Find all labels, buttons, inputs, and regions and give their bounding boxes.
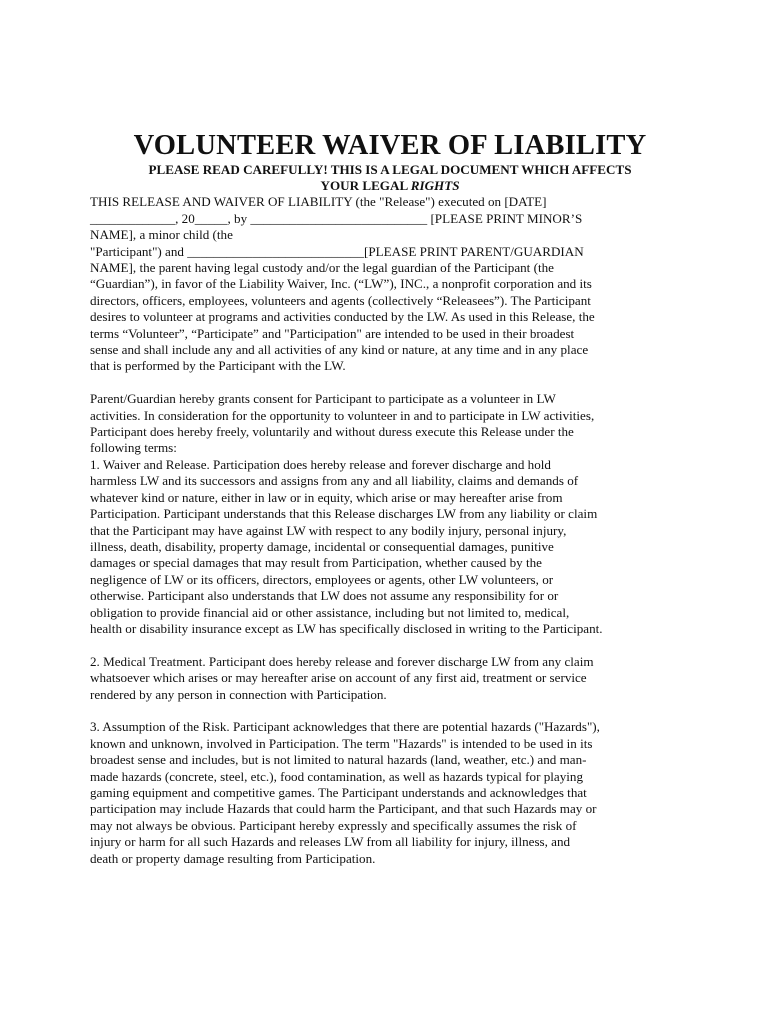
subtitle-line-2	[90, 178, 690, 194]
intro-paragraph: THIS RELEASE AND WAIVER OF LIABILITY (the "Release") executed on [DATE] _____________, 20_____, by ___________________________ [PLEASE PRINT MINOR’S NAME], a minor child (the "Participant") and ___________________________[PLEASE PRINT PARENT/GUARDIAN NAME], the parent having legal custody and/or the legal guardian of the Participant (the “Guardian”), in favor of the Liability Waiver, Inc. (“LW”), INC., a nonprofit corporation and its directors, officers, employees, volunteers and agents (collectively “Releasees”). The Participant desires to volunteer at programs and activities conducted by the LW. As used in this Release, the terms “Volunteer”, “Participate” and "Participation" are intended to be used in their broadest sense and shall include any and all activities of any kind or nature, at any time and in any place that is performed by the Participant with the LW.	[90, 194, 595, 374]
document-body	[90, 130, 690, 867]
assumption-of-risk-paragraph: 3. Assumption of the Risk. Participant acknowledges that there are potential hazards ("Hazards"), known and unknown, involved in Participation. The term "Hazards" is intended to be used in its broadest sense and includes, but is not limited to natural hazards (land, weather, etc.) and man- made hazards (concrete, steel, etc.), food contamination, as well as hazards typical for playing gaming equipment and competitive games. The Participant understands and acknowledges that participation may include Hazards that could harm the Participant, and that such Hazards may or may not always be obvious. Participant hereby expressly and specifically assumes the risk of injury or harm for all such Hazards and releases LW from all liability for injury, illness, and death or property damage resulting from Participation.	[90, 719, 600, 866]
paragraph-spacer	[90, 637, 690, 653]
consent-paragraph: Parent/Guardian hereby grants consent for Participant to participate as a volunteer in LW activities. In consideration for the opportunity to volunteer in and to participate in LW activities, Participant does hereby freely, voluntarily and without duress execute this Release under the following terms: 1. Waiver and Release. Participation does hereby release and forever discharge and hold harmless LW and its successors and assigns from any and all liability, claims and demands of whatever kind or nature, either in law or in equity, which arise or may hereafter arise from Participation. Participant understands that this Release discharges LW from any liability or claim that the Participant may have against LW with respect to any bodily injury, personal injury, illness, death, disability, property damage, incidental or consequential damages, punitive damages or special damages that may result from Participation, whether caused by the negligence of LW or its officers, directors, employees or agents, other LW volunteers, or otherwise. Participant also understands that LW does not assume any responsibility for or obligation to provide financial aid or other assistance, including but not limited to, medical, health or disability insurance except as LW has specifically disclosed in writing to the Participant.	[90, 391, 603, 636]
medical-treatment-paragraph: 2. Medical Treatment. Participant does hereby release and forever discharge LW from any claim whatsoever which arises or may hereafter arise on account of any first aid, treatment or service rendered by any person in connection with Participation.	[90, 653, 594, 702]
paragraph-spacer	[90, 375, 690, 391]
subtitle-line-2-text: YOUR LEGAL	[320, 178, 411, 194]
document-subtitle	[90, 162, 690, 194]
subtitle-rights-text: RIGHTS	[410, 178, 460, 194]
document-title: VOLUNTEER WAIVER OF LIABILITY	[133, 130, 647, 161]
subtitle-line-1: PLEASE READ CAREFULLY! THIS IS A LEGAL DOCUMENT WHICH AFFECTS	[148, 162, 632, 177]
paragraph-spacer	[90, 703, 690, 719]
